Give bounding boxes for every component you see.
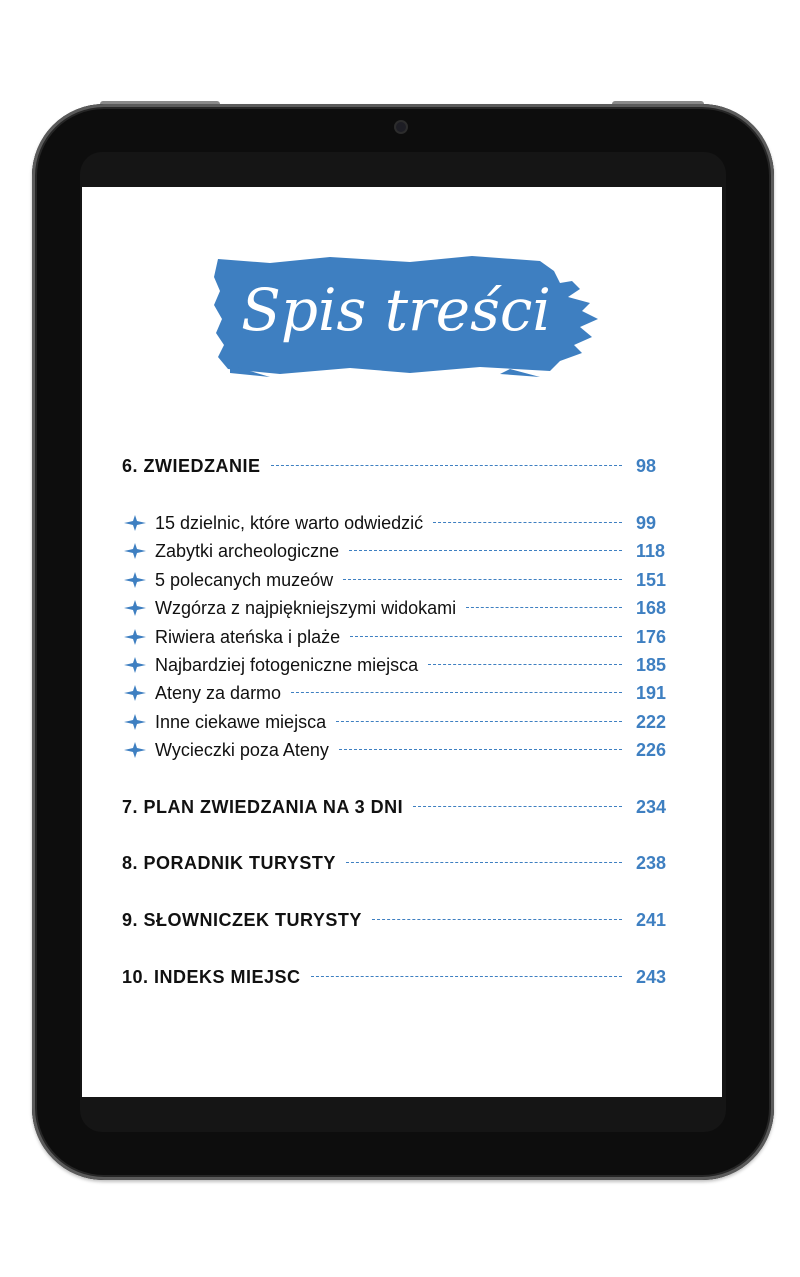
tablet-screen: [82, 187, 722, 1097]
sparkle-star-icon: [124, 543, 146, 559]
toc-chapter-row[interactable]: [82, 963, 722, 991]
toc-entry-label: Zabytki archeologiczne: [155, 541, 340, 561]
toc-section-row[interactable]: [82, 708, 722, 736]
toc-entry-label: 5 polecanych muzeów: [155, 570, 334, 590]
toc-page-number: 168: [636, 598, 667, 618]
dotted-leader: [466, 607, 622, 608]
toc-entry-label: Ateny za darmo: [155, 683, 282, 703]
toc-section-row[interactable]: [82, 566, 722, 594]
toc-section-row[interactable]: [82, 679, 722, 707]
sparkle-star-icon: [124, 600, 146, 616]
toc-entry-label: 9. SŁOWNICZEK TURYSTY: [122, 910, 362, 930]
toc-entry-label: Najbardziej fotogeniczne miejsca: [155, 655, 419, 675]
dotted-leader: [291, 692, 622, 693]
toc-page-number: 185: [636, 655, 667, 675]
dotted-leader: [346, 862, 622, 863]
sparkle-star-icon: [124, 714, 146, 730]
toc-page-number: 118: [636, 541, 666, 561]
sparkle-star-icon: [124, 629, 146, 645]
toc-page-number: 226: [636, 740, 667, 760]
toc-section-row[interactable]: [82, 537, 722, 565]
front-camera-icon: [396, 122, 406, 132]
dotted-leader: [311, 976, 622, 977]
toc-chapter-row[interactable]: [82, 793, 722, 821]
toc-page-number: 191: [636, 683, 667, 703]
dotted-leader: [271, 465, 622, 466]
dotted-leader: [343, 579, 622, 580]
toc-entry-label: Riwiera ateńska i plaże: [155, 627, 341, 647]
toc-page-number: 243: [636, 967, 667, 987]
dotted-leader: [339, 749, 622, 750]
toc-page-number: 98: [636, 456, 657, 476]
toc-section-row[interactable]: [82, 594, 722, 622]
toc-entry-label: 15 dzielnic, które warto odwiedzić: [155, 513, 424, 533]
toc-section-row[interactable]: [82, 651, 722, 679]
toc-entry-label: 7. PLAN ZWIEDZANIA NA 3 DNI: [122, 797, 404, 817]
sparkle-star-icon: [124, 657, 146, 673]
toc-section-row[interactable]: [82, 509, 722, 537]
toc-page-number: 238: [636, 853, 667, 873]
toc-page-number: 176: [636, 627, 667, 647]
toc-page-number: 99: [636, 513, 657, 533]
dotted-leader: [372, 919, 622, 920]
toc-chapter-row[interactable]: [82, 452, 722, 480]
toc-page-number: 234: [636, 797, 667, 817]
sparkle-star-icon: [124, 515, 146, 531]
toc-chapter-row[interactable]: [82, 849, 722, 877]
toc-page-number: 241: [636, 910, 667, 930]
toc-entry-label: Wycieczki poza Ateny: [155, 740, 329, 760]
toc-entry-label: 6. ZWIEDZANIE: [122, 456, 261, 476]
dotted-leader: [433, 522, 622, 523]
toc-entry-label: 8. PORADNIK TURYSTY: [122, 853, 336, 873]
toc-page-number: 151: [636, 570, 667, 590]
dotted-leader: [336, 721, 622, 722]
toc-entry-label: Wzgórza z najpiękniejszymi widokami: [155, 598, 457, 618]
dotted-leader: [350, 636, 622, 637]
sparkle-star-icon: [124, 572, 146, 588]
toc-entry-label: 10. INDEKS MIEJSC: [122, 967, 301, 987]
dotted-leader: [349, 550, 622, 551]
toc-entry-label: Inne ciekawe miejsca: [155, 712, 327, 732]
sparkle-star-icon: [124, 685, 146, 701]
sparkle-star-icon: [124, 742, 146, 758]
toc-section-row[interactable]: [82, 623, 722, 651]
dotted-leader: [413, 806, 622, 807]
page-title: Spis treści: [241, 276, 551, 344]
toc-page-number: 222: [636, 712, 667, 732]
toc-chapter-row[interactable]: [82, 906, 722, 934]
dotted-leader: [428, 664, 622, 665]
toc-section-row[interactable]: [82, 736, 722, 764]
